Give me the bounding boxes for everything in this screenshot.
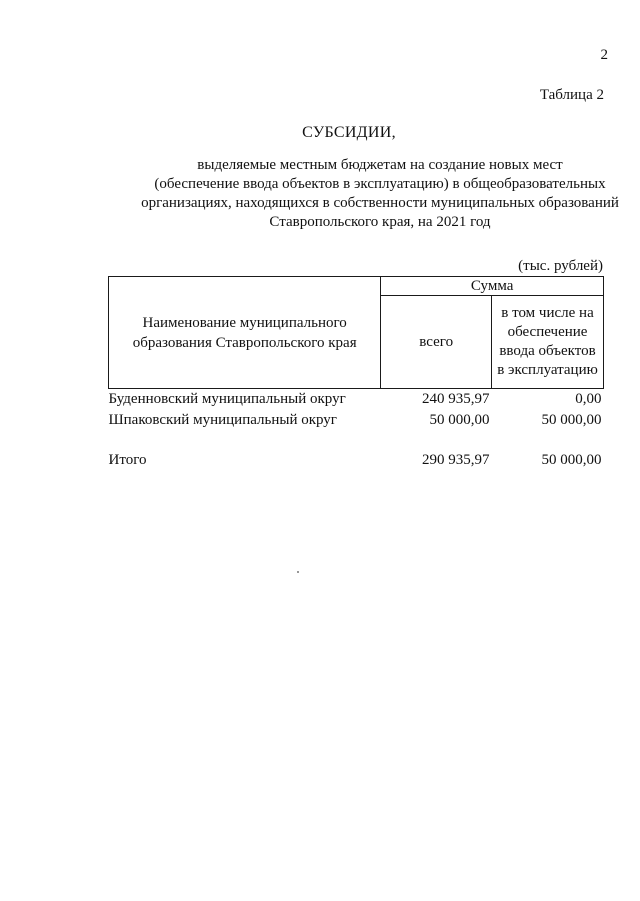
scan-speck	[297, 571, 299, 573]
row-including-value: 0,00	[575, 391, 602, 407]
table-row	[109, 410, 604, 431]
subtitle-line: (обеспечение ввода объектов в эксплуатацию) в общеобразовательных	[154, 176, 606, 192]
table-row	[109, 389, 604, 411]
row-total-value: 240 935,97	[422, 391, 490, 407]
subsidy-table	[108, 276, 604, 471]
header-municipality-name: Наименование муниципального образования Ставропольского края	[109, 277, 381, 389]
row-total-value: 50 000,00	[429, 412, 490, 428]
units-label: (тыс. рублей)	[518, 258, 603, 274]
row-municipality-name: Буденновский муниципальный округ	[108, 391, 346, 407]
total-row-label: Итого	[108, 452, 147, 468]
row-municipality-name: Шпаковский муниципальный округ	[108, 412, 337, 428]
header-total: всего	[381, 296, 492, 389]
document-subtitle	[100, 156, 640, 232]
total-row	[109, 450, 604, 471]
header-sum: Сумма	[381, 277, 604, 296]
page-number: 2	[600, 47, 608, 63]
total-row-including-value: 50 000,00	[541, 452, 602, 468]
total-row-total-value: 290 935,97	[422, 452, 490, 468]
table-label: Таблица 2	[539, 87, 604, 103]
subtitle-line: организациях, находящихся в собственности муниципальных образований	[141, 195, 619, 211]
subtitle-line: Ставропольского края, на 2021 год	[269, 214, 491, 230]
subtitle-line: выделяемые местным бюджетам на создание новых мест	[197, 157, 563, 173]
document-title: СУБСИДИИ,	[302, 124, 396, 141]
header-including: в том числе на обеспечение ввода объектов в эксплуатацию	[492, 296, 604, 389]
spacer-row	[109, 431, 604, 450]
row-including-value: 50 000,00	[541, 412, 602, 428]
